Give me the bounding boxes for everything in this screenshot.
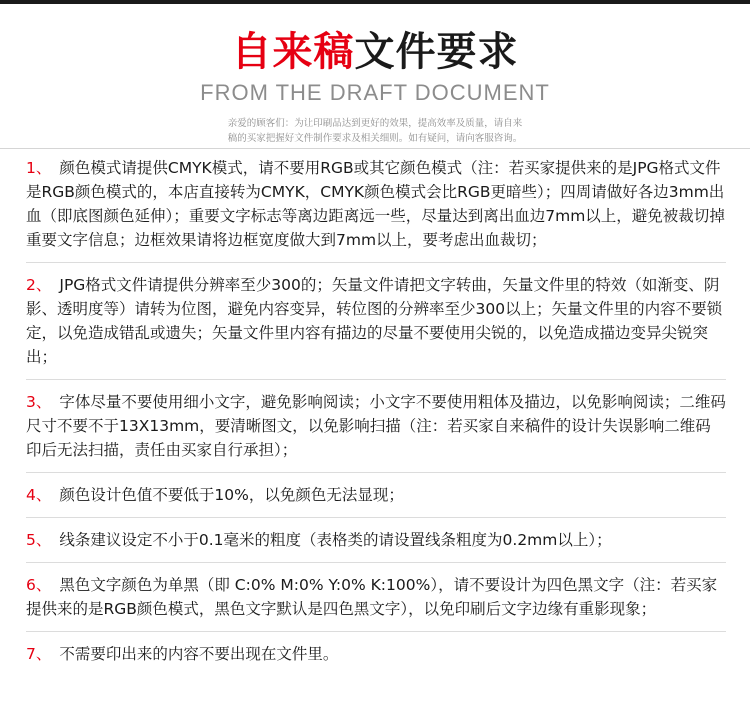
requirement-item-6 — [26, 573, 726, 632]
requirement-number: 7、 — [26, 645, 52, 663]
requirement-item-1 — [26, 156, 726, 263]
intro-note-line-1: 亲爱的顾客们：为让印刷品达到更好的效果，提高效率及质量，请自来 — [227, 118, 523, 129]
requirement-item-7 — [26, 642, 726, 676]
requirement-text: 字体尽量不要使用细小文字，避免影响阅读；小文字不要使用粗体及描边，以免影响阅读；二维码尺寸不要不于13X13mm，要清晰图文，以免影响扫描（注：若买家自来稿件的设计失误影响二维码印后无法扫描，责任由买家自行承担）； — [26, 393, 726, 459]
requirement-item-2 — [26, 273, 726, 380]
requirement-number: 3、 — [26, 393, 52, 411]
header — [0, 26, 750, 146]
intro-note — [0, 116, 750, 146]
requirements-list — [26, 156, 726, 686]
requirement-number: 4、 — [26, 486, 52, 504]
requirement-text: 线条建议设定不小于0.1毫米的粗度（表格类的请设置线条粗度为0.2mm以上）； — [59, 531, 612, 549]
requirement-number: 2、 — [26, 276, 52, 294]
top-bar — [0, 0, 750, 4]
header-divider — [0, 148, 750, 149]
requirement-text: 不需要印出来的内容不要出现在文件里。 — [59, 645, 339, 663]
page-title-red: 自来稿 — [231, 29, 355, 75]
page-title-dark: 文件要求 — [354, 29, 519, 75]
page-title — [0, 26, 750, 78]
requirement-number: 1、 — [26, 159, 52, 177]
requirement-item-4 — [26, 483, 726, 518]
requirement-text: JPG格式文件请提供分辨率至少300的；矢量文件请把文字转曲，矢量文件里的特效（如渐变、阴影、透明度等）请转为位图，避免内容变异，转位图的分辨率至少300以上；矢量文件里的内容不要锁定，以免造成错乱或遗失；矢量文件里内容有描边的尽量不要使用尖锐的，以免造成描边变异尖锐突出； — [26, 276, 723, 366]
requirement-item-5 — [26, 528, 726, 563]
requirement-number: 5、 — [26, 531, 52, 549]
requirement-item-3 — [26, 390, 726, 473]
requirement-text: 黑色文字颜色为单黑（即 C:0% M:0% Y:0% K:100%），请不要设计为四色黑文字（注：若买家提供来的是RGB颜色模式，黑色文字默认是四色黑文字），以免印刷后文字边缘有重影现象； — [26, 576, 718, 618]
page-subtitle-en: FROM THE DRAFT DOCUMENT — [200, 80, 550, 105]
requirement-text: 颜色设计色值不要低于10%，以免颜色无法显现； — [59, 486, 404, 504]
requirement-text: 颜色模式请提供CMYK模式，请不要用RGB或其它颜色模式（注：若买家提供来的是JPG格式文件是RGB颜色模式的，本店直接转为CMYK，CMYK颜色模式会比RGB更暗些）；四周请做好各边3mm出血（即底图颜色延伸）；重要文字标志等离边距离远一些，尽量达到离出血边7mm以上，避免被裁切掉重要文字信息；边框效果请将边框宽度做大到7mm以上，要考虑出血裁切； — [26, 159, 725, 249]
requirement-number: 6、 — [26, 576, 52, 594]
intro-note-line-2: 稿的买家把握好文件制作要求及相关细则。如有疑问，请向客服咨询。 — [227, 133, 523, 144]
